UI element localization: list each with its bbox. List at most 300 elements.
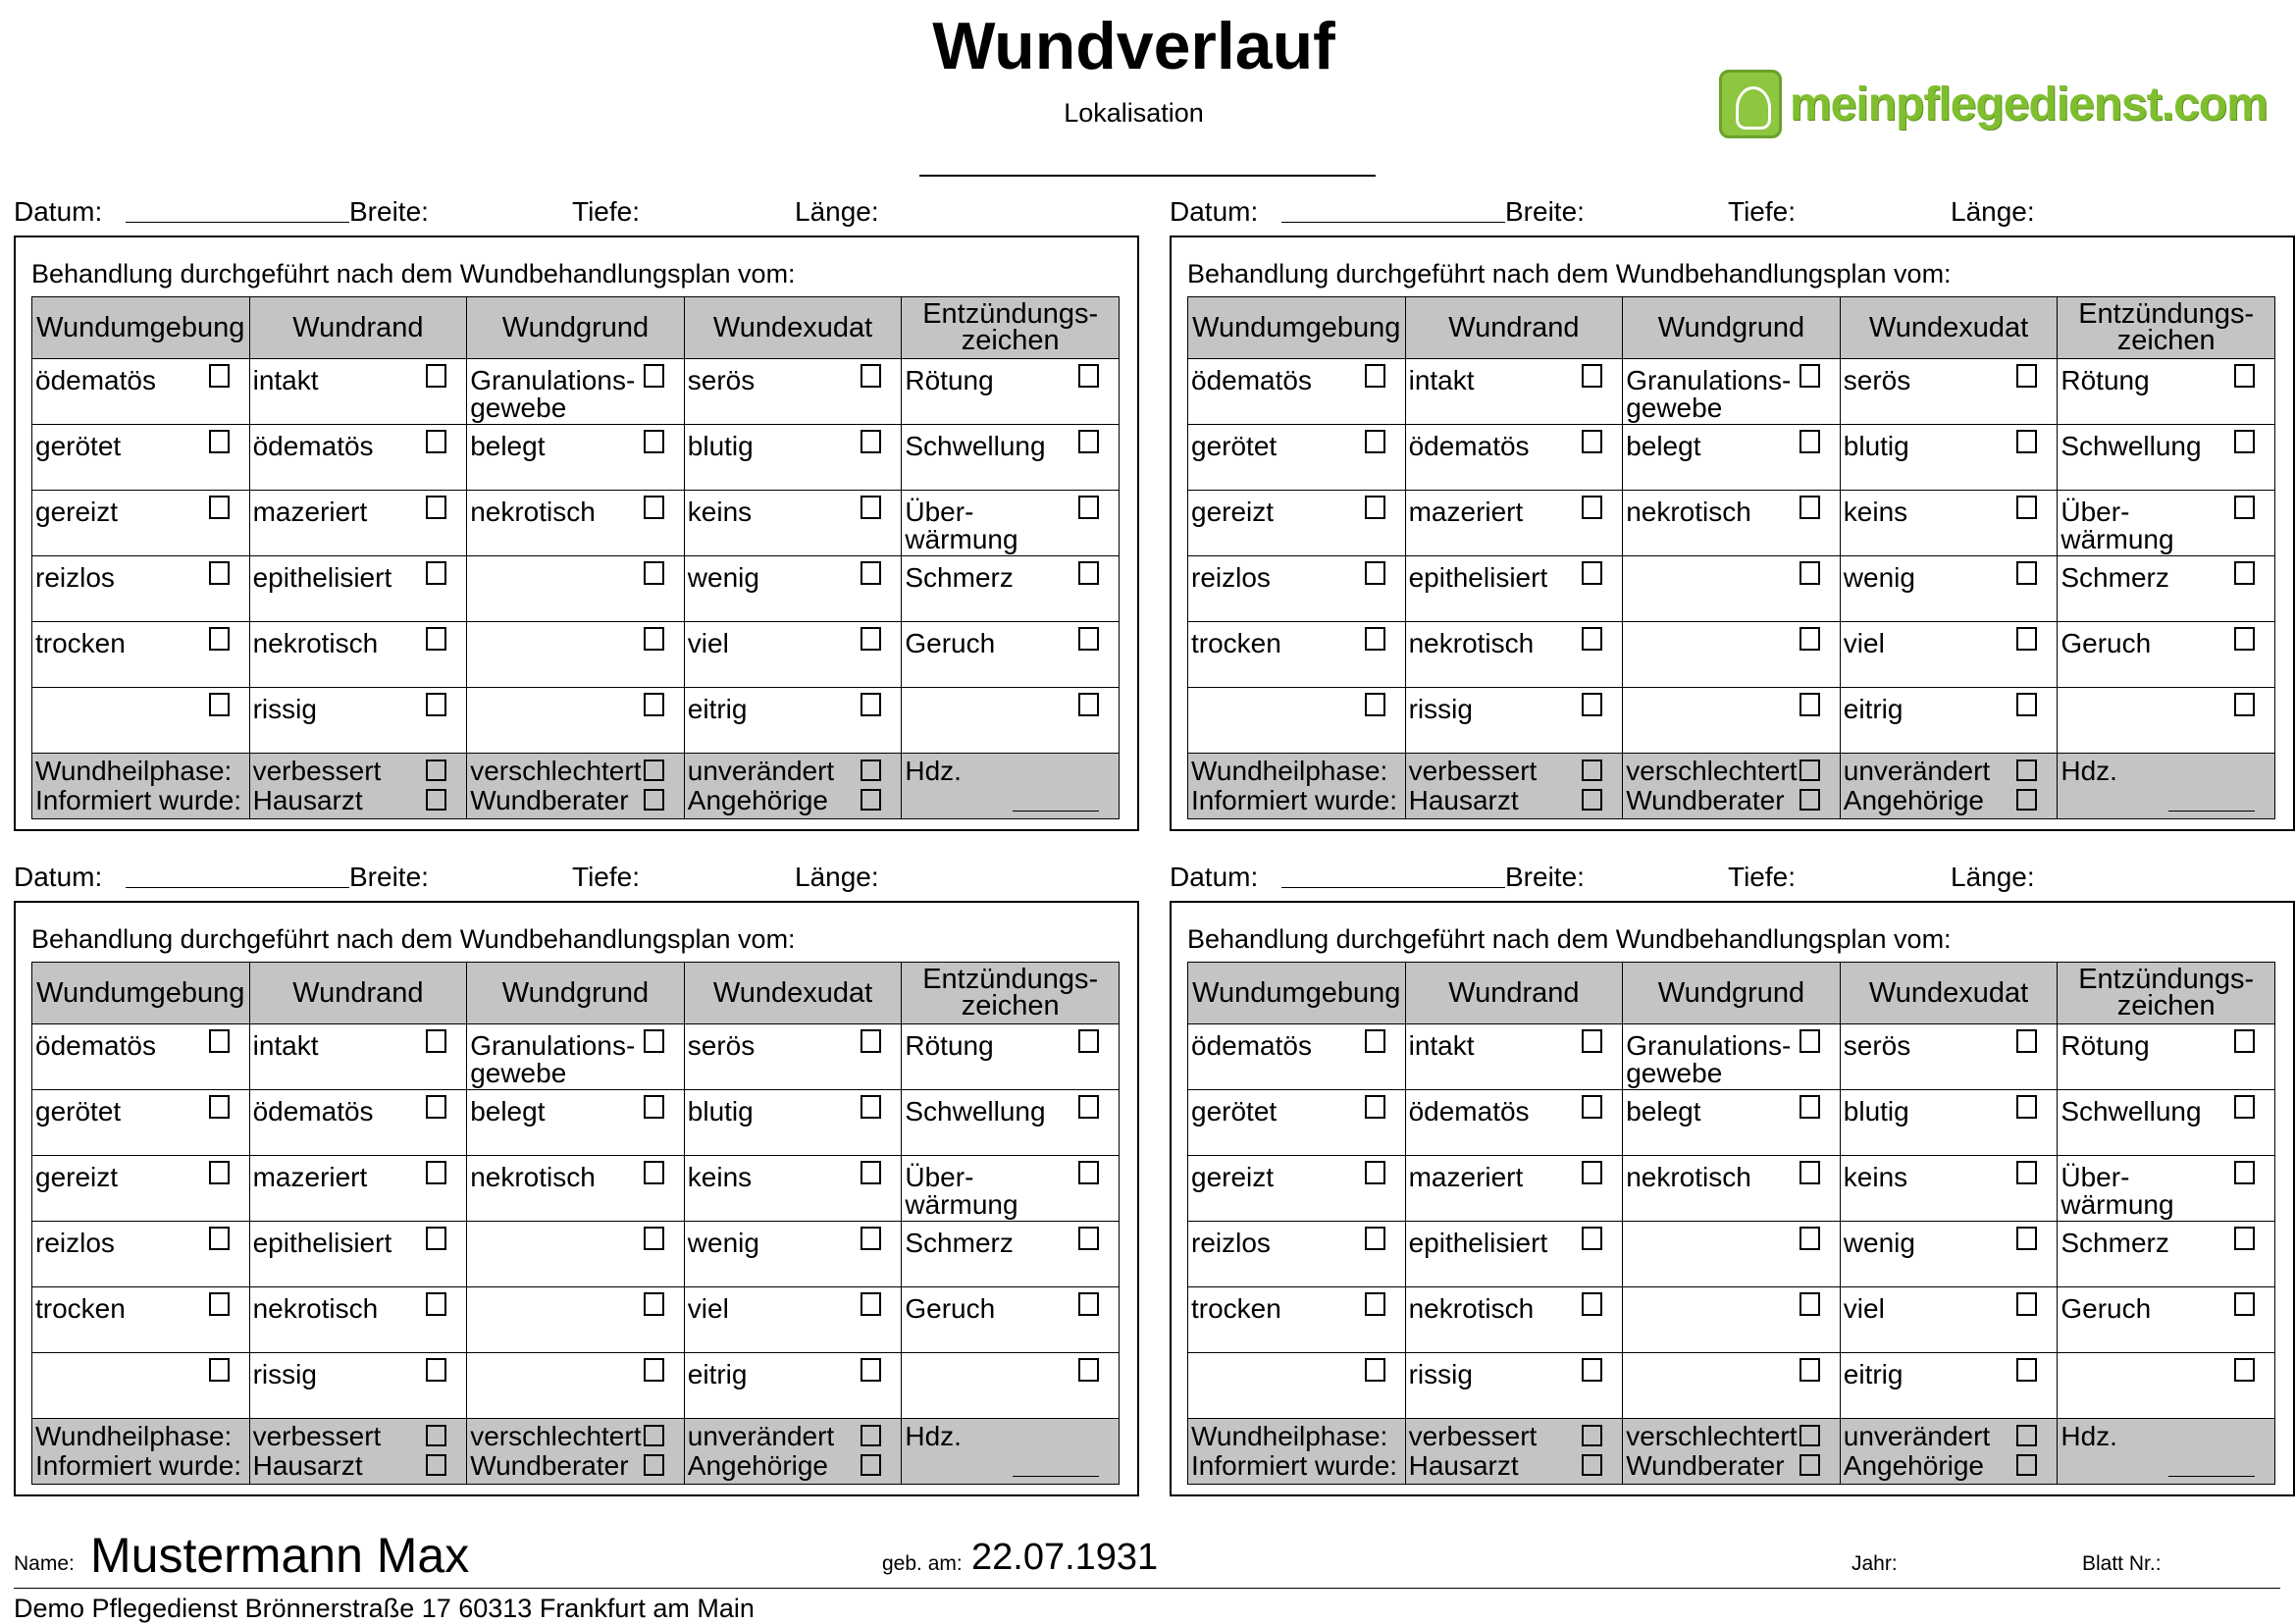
table-cell xyxy=(2058,491,2275,556)
option-label: intakt xyxy=(1408,1030,1475,1061)
option-label: ödematös xyxy=(35,365,156,395)
option-checkbox[interactable] xyxy=(426,693,446,716)
status-cell xyxy=(1623,1419,1841,1485)
table-cell xyxy=(1623,491,1841,556)
option-checkbox[interactable] xyxy=(644,1095,664,1119)
table-cell xyxy=(1623,1156,1841,1222)
plan-label: Behandlung durchgeführt nach dem Wundbehandlungsplan vom: xyxy=(1187,924,1952,954)
option-checkbox[interactable] xyxy=(644,1029,664,1053)
width-label: Breite: xyxy=(1505,196,1585,227)
option-label: Über- wärmung xyxy=(2060,1162,2174,1220)
width-label: Breite: xyxy=(1505,862,1585,892)
table-cell xyxy=(684,1353,902,1419)
option-checkbox[interactable] xyxy=(1582,496,1602,519)
option-checkbox[interactable] xyxy=(1799,1227,1820,1250)
option-label: wenig xyxy=(1843,1228,1915,1258)
date-label: Datum: xyxy=(1170,196,1259,227)
option-label: viel xyxy=(1843,1293,1885,1324)
option-checkbox[interactable] xyxy=(1078,1161,1099,1184)
option-checkbox[interactable] xyxy=(209,1227,230,1250)
option-checkbox[interactable] xyxy=(1365,1292,1385,1316)
status-label: verschlechtert xyxy=(470,756,642,786)
status-cell xyxy=(1405,754,1623,819)
option-checkbox[interactable] xyxy=(209,496,230,519)
option-checkbox[interactable] xyxy=(209,561,230,585)
informed-checkbox[interactable] xyxy=(861,789,881,811)
option-checkbox[interactable] xyxy=(2234,627,2255,651)
option-checkbox[interactable] xyxy=(2016,364,2037,388)
option-label: Granulations- gewebe xyxy=(1626,1030,1792,1088)
name-label: Name: xyxy=(14,1552,75,1575)
table-cell xyxy=(1623,1090,1841,1156)
option-checkbox[interactable] xyxy=(644,561,664,585)
option-checkbox[interactable] xyxy=(2234,693,2255,716)
option-checkbox[interactable] xyxy=(1799,693,1820,716)
table-cell xyxy=(1840,425,2058,491)
informed-checkbox[interactable] xyxy=(1582,789,1602,811)
date-input-line[interactable] xyxy=(126,887,349,888)
option-label: wenig xyxy=(687,1228,759,1258)
option-checkbox[interactable] xyxy=(861,364,881,388)
signature-line[interactable] xyxy=(2168,811,2255,812)
option-checkbox[interactable] xyxy=(1582,1095,1602,1119)
option-label: blutig xyxy=(1843,1096,1909,1126)
status-label: Wundheilphase: xyxy=(1191,1421,1388,1451)
option-checkbox[interactable] xyxy=(1582,364,1602,388)
status-checkbox[interactable] xyxy=(2016,760,2037,781)
table-cell xyxy=(32,359,250,425)
table-cell xyxy=(2058,425,2275,491)
option-checkbox[interactable] xyxy=(1799,1292,1820,1316)
status-cell xyxy=(1840,754,2058,819)
option-checkbox[interactable] xyxy=(1365,693,1385,716)
option-label: mazeriert xyxy=(1408,1162,1524,1192)
option-checkbox[interactable] xyxy=(2016,1161,2037,1184)
status-checkbox[interactable] xyxy=(644,1425,664,1446)
option-label: epithelisiert xyxy=(1408,562,1548,593)
status-cell xyxy=(1188,1419,1406,1485)
table-cell xyxy=(1623,556,1841,622)
option-label: viel xyxy=(1843,628,1885,658)
table-row xyxy=(32,622,1120,688)
signature-line[interactable] xyxy=(1013,1476,1099,1477)
option-checkbox[interactable] xyxy=(426,364,446,388)
option-checkbox[interactable] xyxy=(861,430,881,453)
option-checkbox[interactable] xyxy=(861,1292,881,1316)
status-checkbox[interactable] xyxy=(1799,1425,1820,1446)
logo-text: meinpflegedienst.com xyxy=(1790,78,2268,131)
informed-label: Hausarzt xyxy=(1408,1450,1519,1481)
option-label: Rötung xyxy=(905,365,994,395)
option-label: intakt xyxy=(1408,365,1475,395)
patient-name: Mustermann Max xyxy=(90,1528,470,1583)
table-cell xyxy=(249,1024,467,1090)
status-cell xyxy=(1405,1419,1623,1485)
status-checkbox[interactable] xyxy=(1799,760,1820,781)
year-label: Jahr: xyxy=(1852,1552,1898,1575)
plan-label: Behandlung durchgeführt nach dem Wundbehandlungsplan vom: xyxy=(31,924,796,954)
option-label: reizlos xyxy=(35,1228,115,1258)
table-cell xyxy=(1188,359,1406,425)
signature-line[interactable] xyxy=(1013,811,1099,812)
option-checkbox[interactable] xyxy=(2234,561,2255,585)
table-row xyxy=(32,1090,1120,1156)
table-cell xyxy=(684,556,902,622)
option-label: blutig xyxy=(687,431,754,461)
option-checkbox[interactable] xyxy=(1582,693,1602,716)
option-checkbox[interactable] xyxy=(2234,364,2255,388)
status-cell xyxy=(249,1419,467,1485)
column-header: Wundgrund xyxy=(467,963,685,1024)
status-checkbox[interactable] xyxy=(644,760,664,781)
table-cell xyxy=(1840,1090,2058,1156)
option-checkbox[interactable] xyxy=(861,1095,881,1119)
wound-form-box xyxy=(1170,901,2295,1496)
table-cell xyxy=(249,359,467,425)
status-checkbox[interactable] xyxy=(861,760,881,781)
option-checkbox[interactable] xyxy=(2234,1227,2255,1250)
option-checkbox[interactable] xyxy=(1078,1358,1099,1382)
option-checkbox[interactable] xyxy=(1799,627,1820,651)
column-header: Wundumgebung xyxy=(1188,963,1406,1024)
option-checkbox[interactable] xyxy=(1078,627,1099,651)
option-checkbox[interactable] xyxy=(209,627,230,651)
option-label: keins xyxy=(687,497,753,527)
option-checkbox[interactable] xyxy=(1799,364,1820,388)
option-checkbox[interactable] xyxy=(1582,1161,1602,1184)
option-checkbox[interactable] xyxy=(1582,627,1602,651)
informed-label: Angehörige xyxy=(1843,785,1985,815)
option-checkbox[interactable] xyxy=(426,430,446,453)
option-checkbox[interactable] xyxy=(1799,1161,1820,1184)
option-checkbox[interactable] xyxy=(2016,1029,2037,1053)
informed-label: Wundberater xyxy=(1626,785,1785,815)
table-cell xyxy=(1405,1156,1623,1222)
table-row xyxy=(1188,425,2275,491)
date-input-line[interactable] xyxy=(1281,887,1505,888)
informed-checkbox[interactable] xyxy=(1799,1454,1820,1476)
option-checkbox[interactable] xyxy=(1365,1161,1385,1184)
measurement-row xyxy=(1170,862,2295,901)
option-checkbox[interactable] xyxy=(1078,1292,1099,1316)
option-label: Schmerz xyxy=(2060,562,2169,593)
status-checkbox[interactable] xyxy=(2016,1425,2037,1446)
status-checkbox[interactable] xyxy=(1582,1425,1602,1446)
localisation-line[interactable] xyxy=(919,175,1376,177)
table-cell xyxy=(902,1222,1120,1287)
plan-label: Behandlung durchgeführt nach dem Wundbehandlungsplan vom: xyxy=(31,259,796,288)
option-label: keins xyxy=(1843,1162,1908,1192)
option-checkbox[interactable] xyxy=(209,1358,230,1382)
option-checkbox[interactable] xyxy=(209,364,230,388)
table-row xyxy=(32,425,1120,491)
option-checkbox[interactable] xyxy=(2234,1029,2255,1053)
option-checkbox[interactable] xyxy=(2016,496,2037,519)
option-label: serös xyxy=(1843,365,1911,395)
table-cell xyxy=(1405,1024,1623,1090)
option-checkbox[interactable] xyxy=(426,1161,446,1184)
option-checkbox[interactable] xyxy=(209,1029,230,1053)
option-checkbox[interactable] xyxy=(1365,430,1385,453)
informed-checkbox[interactable] xyxy=(426,789,446,811)
table-cell xyxy=(2058,1024,2275,1090)
status-label: verschlechtert xyxy=(470,1421,642,1451)
option-checkbox[interactable] xyxy=(1365,627,1385,651)
option-checkbox[interactable] xyxy=(426,1095,446,1119)
option-label: Schmerz xyxy=(905,1228,1014,1258)
table-cell xyxy=(1188,1024,1406,1090)
option-label: reizlos xyxy=(1191,562,1271,593)
option-label: wenig xyxy=(687,562,759,593)
table-cell xyxy=(32,1353,250,1419)
option-label: epithelisiert xyxy=(252,1228,392,1258)
option-checkbox[interactable] xyxy=(1365,364,1385,388)
option-checkbox[interactable] xyxy=(1799,1095,1820,1119)
option-checkbox[interactable] xyxy=(1582,1227,1602,1250)
table-cell xyxy=(467,1156,685,1222)
option-checkbox[interactable] xyxy=(1078,430,1099,453)
status-label: unverändert xyxy=(1843,1421,1991,1451)
option-checkbox[interactable] xyxy=(1582,561,1602,585)
option-checkbox[interactable] xyxy=(2234,1095,2255,1119)
option-checkbox[interactable] xyxy=(644,1292,664,1316)
status-checkbox[interactable] xyxy=(426,760,446,781)
option-checkbox[interactable] xyxy=(2016,1227,2037,1250)
option-checkbox[interactable] xyxy=(644,1227,664,1250)
informed-checkbox[interactable] xyxy=(2016,1454,2037,1476)
option-checkbox[interactable] xyxy=(426,1029,446,1053)
date-input-line[interactable] xyxy=(1281,222,1505,223)
option-checkbox[interactable] xyxy=(209,1095,230,1119)
option-checkbox[interactable] xyxy=(1365,1358,1385,1382)
table-row xyxy=(1188,1222,2275,1287)
company-logo xyxy=(1719,67,2268,141)
table-cell xyxy=(1840,1024,2058,1090)
table-cell xyxy=(467,688,685,754)
table-cell xyxy=(1623,1222,1841,1287)
option-checkbox[interactable] xyxy=(209,693,230,716)
option-label: Über- wärmung xyxy=(905,1162,1018,1220)
status-checkbox[interactable] xyxy=(1582,760,1602,781)
option-label: Über- wärmung xyxy=(2060,497,2174,554)
option-checkbox[interactable] xyxy=(2016,1292,2037,1316)
option-checkbox[interactable] xyxy=(1078,1227,1099,1250)
informed-label: Hausarzt xyxy=(252,1450,363,1481)
table-cell xyxy=(2058,1222,2275,1287)
table-cell xyxy=(684,688,902,754)
option-checkbox[interactable] xyxy=(1078,693,1099,716)
table-cell xyxy=(249,688,467,754)
table-cell xyxy=(1405,491,1623,556)
informed-checkbox[interactable] xyxy=(644,1454,664,1476)
status-label: verschlechtert xyxy=(1626,756,1798,786)
option-label: gereizt xyxy=(1191,497,1275,527)
localisation-label: Lokalisation xyxy=(1064,98,1204,128)
depth-label: Tiefe: xyxy=(572,196,640,227)
table-cell xyxy=(32,556,250,622)
option-checkbox[interactable] xyxy=(2234,1358,2255,1382)
option-checkbox[interactable] xyxy=(1078,1095,1099,1119)
option-label: belegt xyxy=(470,431,546,461)
option-checkbox[interactable] xyxy=(1365,1029,1385,1053)
status-label: verbessert xyxy=(252,756,382,786)
option-checkbox[interactable] xyxy=(1582,1029,1602,1053)
option-checkbox[interactable] xyxy=(1078,496,1099,519)
option-label: belegt xyxy=(1626,1096,1701,1126)
option-checkbox[interactable] xyxy=(2234,1161,2255,1184)
table-cell xyxy=(902,1353,1120,1419)
status-row xyxy=(1188,1419,2275,1485)
option-checkbox[interactable] xyxy=(2016,1095,2037,1119)
option-checkbox[interactable] xyxy=(426,561,446,585)
date-label: Datum: xyxy=(1170,862,1259,892)
option-checkbox[interactable] xyxy=(1365,1095,1385,1119)
option-checkbox[interactable] xyxy=(2234,496,2255,519)
option-checkbox[interactable] xyxy=(2016,1358,2037,1382)
option-checkbox[interactable] xyxy=(861,1358,881,1382)
option-label: Schwellung xyxy=(905,1096,1046,1126)
option-checkbox[interactable] xyxy=(644,693,664,716)
table-cell xyxy=(249,1156,467,1222)
option-checkbox[interactable] xyxy=(1799,561,1820,585)
option-checkbox[interactable] xyxy=(209,1292,230,1316)
table-cell xyxy=(2058,1156,2275,1222)
table-cell xyxy=(1840,491,2058,556)
option-label: gereizt xyxy=(35,497,119,527)
option-checkbox[interactable] xyxy=(1799,496,1820,519)
table-cell xyxy=(32,1024,250,1090)
option-label: gerötet xyxy=(1191,431,1278,461)
option-checkbox[interactable] xyxy=(1078,1029,1099,1053)
option-checkbox[interactable] xyxy=(1365,1227,1385,1250)
informed-label: Wundberater xyxy=(470,785,629,815)
informed-checkbox[interactable] xyxy=(861,1454,881,1476)
table-cell xyxy=(1188,556,1406,622)
option-checkbox[interactable] xyxy=(1582,1358,1602,1382)
option-checkbox[interactable] xyxy=(1799,1029,1820,1053)
column-header: Wundumgebung xyxy=(32,963,250,1024)
option-label: nekrotisch xyxy=(470,1162,596,1192)
option-checkbox[interactable] xyxy=(2016,693,2037,716)
table-cell xyxy=(902,425,1120,491)
option-label: ödematös xyxy=(252,431,374,461)
plan-label: Behandlung durchgeführt nach dem Wundbehandlungsplan vom: xyxy=(1187,259,1952,288)
option-checkbox[interactable] xyxy=(426,1292,446,1316)
table-cell xyxy=(1405,1090,1623,1156)
column-header: Wundexudat xyxy=(684,297,902,359)
wound-table xyxy=(31,296,1120,819)
column-header: Wundrand xyxy=(249,963,467,1024)
option-checkbox[interactable] xyxy=(861,561,881,585)
option-label: ödematös xyxy=(1408,431,1530,461)
table-cell xyxy=(1405,688,1623,754)
option-checkbox[interactable] xyxy=(426,1358,446,1382)
table-cell xyxy=(32,622,250,688)
option-checkbox[interactable] xyxy=(861,627,881,651)
option-checkbox[interactable] xyxy=(426,496,446,519)
option-checkbox[interactable] xyxy=(2234,430,2255,453)
option-checkbox[interactable] xyxy=(1365,561,1385,585)
column-header: Entzündungs- zeichen xyxy=(902,297,1120,359)
status-label: Hdz. xyxy=(905,756,962,786)
option-checkbox[interactable] xyxy=(644,430,664,453)
option-checkbox[interactable] xyxy=(861,1161,881,1184)
option-checkbox[interactable] xyxy=(861,693,881,716)
option-checkbox[interactable] xyxy=(209,1161,230,1184)
status-cell xyxy=(249,754,467,819)
option-label: wenig xyxy=(1843,562,1915,593)
option-checkbox[interactable] xyxy=(2016,561,2037,585)
option-checkbox[interactable] xyxy=(1078,364,1099,388)
option-checkbox[interactable] xyxy=(1582,1292,1602,1316)
status-checkbox[interactable] xyxy=(426,1425,446,1446)
table-cell xyxy=(249,622,467,688)
option-checkbox[interactable] xyxy=(209,430,230,453)
table-cell xyxy=(902,359,1120,425)
status-row xyxy=(32,754,1120,819)
option-checkbox[interactable] xyxy=(426,627,446,651)
table-cell xyxy=(684,622,902,688)
informed-checkbox[interactable] xyxy=(644,789,664,811)
option-checkbox[interactable] xyxy=(2016,430,2037,453)
option-label: Über- wärmung xyxy=(905,497,1018,554)
table-cell xyxy=(1623,1287,1841,1353)
column-header: Entzündungs- zeichen xyxy=(2058,297,2275,359)
signature-line[interactable] xyxy=(2168,1476,2255,1477)
informed-checkbox[interactable] xyxy=(1799,789,1820,811)
option-checkbox[interactable] xyxy=(644,627,664,651)
option-checkbox[interactable] xyxy=(644,1358,664,1382)
option-checkbox[interactable] xyxy=(426,1227,446,1250)
option-checkbox[interactable] xyxy=(644,496,664,519)
option-label: Schmerz xyxy=(905,562,1014,593)
company-address: Demo Pflegedienst Brönnerstraße 17 60313 Frankfurt am Main xyxy=(14,1594,755,1623)
status-label: verbessert xyxy=(252,1421,382,1451)
table-cell xyxy=(1188,1156,1406,1222)
option-checkbox[interactable] xyxy=(644,364,664,388)
table-cell xyxy=(1623,688,1841,754)
wound-table xyxy=(1187,296,2275,819)
option-checkbox[interactable] xyxy=(1799,1358,1820,1382)
option-checkbox[interactable] xyxy=(2234,1292,2255,1316)
option-checkbox[interactable] xyxy=(644,1161,664,1184)
option-label: rissig xyxy=(1408,1359,1473,1389)
option-checkbox[interactable] xyxy=(861,496,881,519)
table-cell xyxy=(32,688,250,754)
status-checkbox[interactable] xyxy=(861,1425,881,1446)
table-row xyxy=(1188,688,2275,754)
option-checkbox[interactable] xyxy=(1582,430,1602,453)
option-label: Granulations- gewebe xyxy=(470,1030,636,1088)
option-checkbox[interactable] xyxy=(861,1029,881,1053)
option-checkbox[interactable] xyxy=(1078,561,1099,585)
option-label: Geruch xyxy=(905,628,996,658)
informed-checkbox[interactable] xyxy=(1582,1454,1602,1476)
column-header: Wundrand xyxy=(1405,963,1623,1024)
table-cell xyxy=(249,1353,467,1419)
option-checkbox[interactable] xyxy=(861,1227,881,1250)
option-checkbox[interactable] xyxy=(1799,430,1820,453)
informed-checkbox[interactable] xyxy=(426,1454,446,1476)
informed-checkbox[interactable] xyxy=(2016,789,2037,811)
option-checkbox[interactable] xyxy=(2016,627,2037,651)
option-checkbox[interactable] xyxy=(1365,496,1385,519)
length-label: Länge: xyxy=(795,196,879,227)
date-input-line[interactable] xyxy=(126,222,349,223)
option-label: gerötet xyxy=(35,1096,122,1126)
option-label: ödematös xyxy=(1191,1030,1312,1061)
table-cell xyxy=(32,1090,250,1156)
